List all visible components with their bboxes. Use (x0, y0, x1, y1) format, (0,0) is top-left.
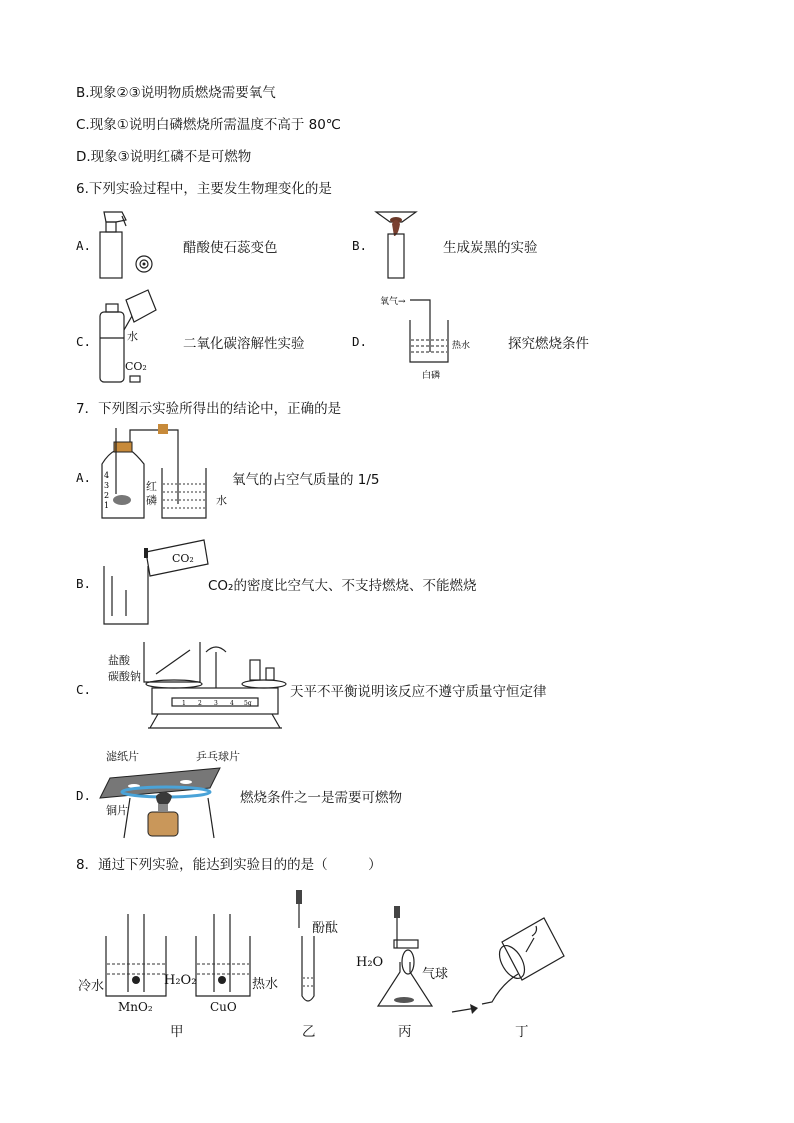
jia-hot-water-label: 热水 (252, 977, 279, 992)
q7c-acid-label: 盐酸 (108, 654, 130, 667)
yi-phenol-label: 酚酞 (312, 921, 339, 936)
q7c-soda-label: 碳酸钠 (108, 670, 141, 683)
q6-option-a-letter: A. (76, 238, 92, 253)
q6-option-d-text: 探究燃烧条件 (508, 336, 589, 352)
q8-label-yi: 乙 (302, 1024, 316, 1040)
q7-option-b-letter: B. (76, 576, 92, 591)
q6d-oxygen-label: 氧气→ (380, 297, 406, 307)
q7c-scale-5: 5g (244, 700, 252, 707)
q7-option-c-text: 天平不平衡说明该反应不遵守质量守恒定律 (290, 684, 547, 700)
q6-stem: 6.下列实验过程中，主要发生物理变化的是 (76, 181, 332, 197)
q7a-red-label-1: 红 (146, 480, 157, 493)
q8-label-ding: 丁 (515, 1024, 529, 1040)
q6-option-b-text: 生成炭黑的实验 (443, 240, 538, 256)
co2-bottle-figure (96, 290, 166, 386)
balance-scale-figure (108, 638, 288, 734)
bing-balloon-label: 气球 (422, 967, 449, 982)
beaker-phosphorus-figure (380, 292, 480, 384)
q8-label-jia: 甲 (170, 1024, 184, 1040)
air-oxygen-apparatus-figure (96, 424, 236, 524)
q7b-co2-label: CO₂ (172, 552, 194, 565)
q6-option-b-letter: B. (352, 238, 368, 253)
q7-option-a-letter: A. (76, 470, 92, 485)
q7c-scale-2: 2 (198, 700, 202, 707)
q7-option-d-text: 燃烧条件之一是需要可燃物 (240, 790, 402, 806)
q5-option-d: D.现象③说明红磷不是可燃物 (76, 149, 252, 165)
jia-cuo-label: CuO (210, 1000, 237, 1014)
q6d-hot-water-label: 热水 (452, 341, 471, 351)
q7c-scale-1: 1 (182, 700, 186, 707)
ding-inverted-cup-figure (452, 912, 572, 1016)
q5-option-b: B.现象②③说明物质燃烧需要氧气 (76, 85, 276, 101)
q7a-mark-4: 4 (104, 471, 110, 480)
q7-option-d-letter: D. (76, 788, 92, 803)
q6-option-a-text: 醋酸使石蕊变色 (183, 240, 278, 256)
q7-option-b-text: CO₂的密度比空气大、不支持燃烧、不能燃烧 (208, 578, 477, 594)
q8-label-bing: 丙 (398, 1024, 412, 1040)
q7-stem: 7．下列图示实验所得出的结论中，正确的是 (76, 401, 342, 417)
jia-mno2-label: MnO₂ (118, 1000, 153, 1014)
q7a-mark-2: 2 (104, 491, 110, 500)
candle-dish-figure (372, 206, 422, 282)
copper-plate-flame-figure (100, 748, 250, 842)
bing-flask-figure (356, 902, 456, 1012)
q7d-filter-label: 滤纸片 (106, 750, 139, 763)
co2-candles-figure (96, 536, 216, 628)
jia-h2o2-label: H₂O₂ (164, 973, 197, 988)
q7a-red-label-2: 磷 (146, 494, 157, 507)
q7a-mark-3: 3 (104, 481, 110, 490)
q7a-water-label: 水 (216, 494, 227, 507)
q6-option-d-letter: D. (352, 334, 368, 349)
q6-option-c-text: 二氧化碳溶解性实验 (183, 336, 305, 352)
jia-beakers-figure (78, 884, 298, 1004)
yi-test-tube-figure (290, 884, 350, 1012)
q6c-co2-label: CO₂ (125, 360, 147, 373)
q5-option-c: C.现象①说明白磷燃烧所需温度不高于 80℃ (76, 117, 341, 133)
q7c-scale-4: 4 (230, 700, 234, 707)
q8-stem: 8．通过下列实验，能达到实验目的的是（ ） (76, 857, 382, 873)
q7c-scale-3: 3 (214, 700, 218, 707)
q7d-pingpong-label: 乒乓球片 (196, 750, 240, 763)
spray-bottle-figure (96, 206, 166, 282)
q7-option-a-text: 氧气的占空气质量的 1/5 (232, 472, 380, 488)
q7a-mark-1: 1 (104, 501, 110, 510)
q6c-water-label: 水 (127, 330, 138, 343)
jia-cold-water-label: 冷水 (78, 979, 105, 994)
q7-option-c-letter: C. (76, 682, 92, 697)
q6-option-c-letter: C. (76, 334, 92, 349)
q7d-copper-label: 铜片 (106, 804, 128, 817)
bing-h2o-label: H₂O (356, 955, 384, 970)
q6d-white-p-label: 白磷 (422, 371, 441, 381)
